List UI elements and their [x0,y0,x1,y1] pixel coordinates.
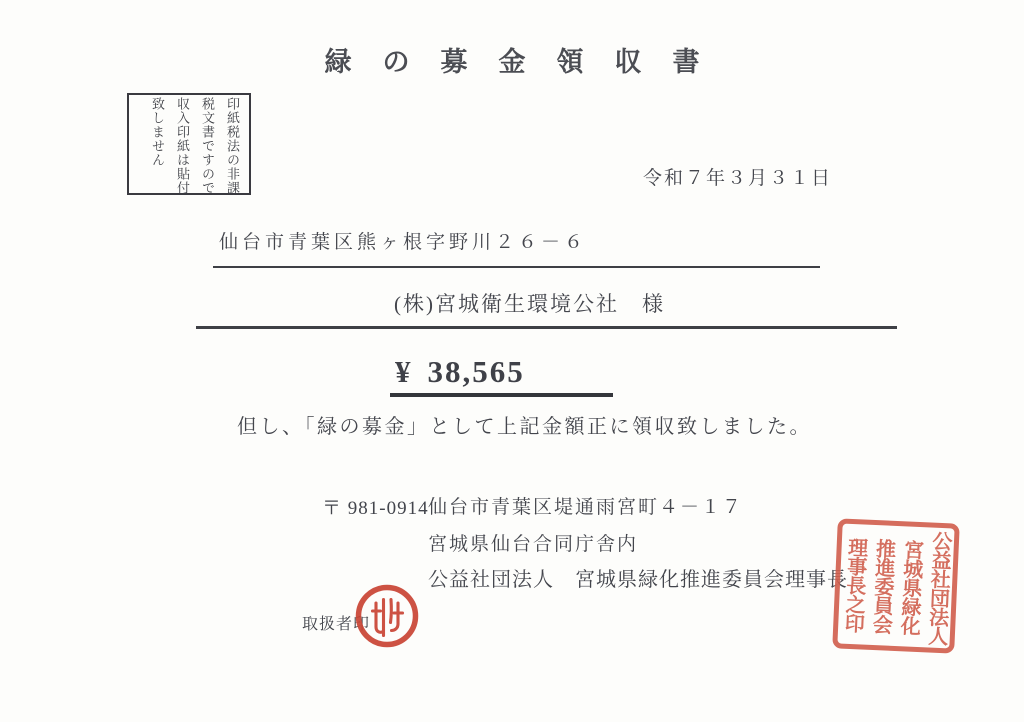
handler-seal-label: 取扱者印 [302,616,371,633]
payer-name-underline [196,326,897,329]
handler-seal-stamp [353,582,421,650]
amount [395,354,525,390]
chairman-seal-stamp [832,518,960,653]
notice-line: 収入印紙は貼付 [175,97,190,195]
issuer-address: 仙台市青葉区堤通雨宮町４－１７ [428,497,744,518]
payer-name: (株)宮城衛生環境公社 様 [394,292,665,316]
receipt-statement: 但し、「緑の募金」として上記金額正に領収致しました。 [237,416,812,438]
amount-underline [390,393,613,397]
payer-address: 仙台市青葉区熊ヶ根字野川２６－６ [219,232,588,253]
notice-line: 致しません [150,97,165,167]
amount-value: 38,565 [427,354,525,389]
seal-column: 宮城県緑化 [896,538,924,635]
issuer-postal-code: 〒 981-0914 [322,498,429,519]
issuer-building: 宮城県仙台合同庁舎内 [428,534,639,555]
seal-column: 推進委員会 [868,537,896,634]
issuer-organization: 公益社団法人 宮城県緑化推進委員会理事長 [428,569,848,591]
seal-column: 公益社団法人 [924,530,952,646]
seal-column: 理事長之印 [840,536,868,633]
stamp-tax-notice-box [127,93,251,195]
currency-symbol: ¥ [395,354,413,389]
issue-date: 令和７年３月３１日 [643,168,833,189]
notice-line: 税文書ですので [200,97,215,195]
payer-address-underline [213,266,820,268]
notice-line: 印紙税法の非課 [225,97,240,195]
document-title: 緑の募金領収書 [324,47,731,77]
